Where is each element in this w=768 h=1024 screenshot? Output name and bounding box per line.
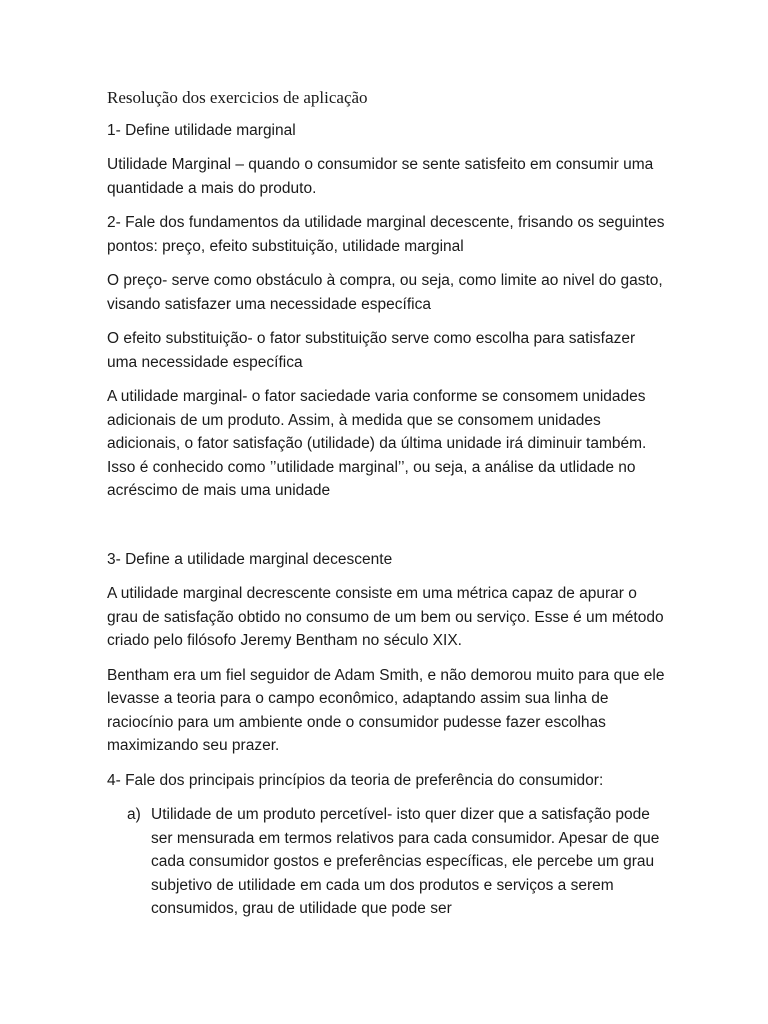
answer-3-paragraph-1: A utilidade marginal decrescente consiste em uma métrica capaz de apurar o grau de satisfação obtido no consumo de um bem ou serviço. Esse é um método criado pelo filósofo Jeremy Bentham no século XIX. [107,585,664,649]
blank-line [107,514,667,548]
answer-3-paragraph-2: Bentham era um fiel seguidor de Adam Smith, e não demorou muito para que ele levasse a teoria para o campo econômico, adaptando assim sua linha de raciocínio para um ambiente onde o consumidor pudesse fazer escolhas maximizando seu prazer. [107,666,665,754]
answer-1: Utilidade Marginal – quando o consumidor se sente satisfeito em consumir uma quantidade a mais do produto. [107,156,654,197]
question-3: 3- Define a utilidade marginal decescente [107,550,393,568]
list-marker-a: a) [127,806,141,823]
question-4: 4- Fale dos principais princípios da teoria de preferência do consumidor: [107,771,604,789]
answer-2-preco: O preço- serve como obstáculo à compra, ou seja, como limite ao nivel do gasto, visando satisfazer uma necessidade específica [107,272,663,313]
answer-2-utilidade-marginal: A utilidade marginal- o fator saciedade varia conforme se consomem unidades adicionais de um produto. Assim, à medida que se consomem unidades adicionais, o fator satisfação (utilidade) da última unidade irá diminuir também. Isso é conhecido como ’’utilidade marginal’’, ou seja, a análise da utlidade no acréscimo de mais uma unidade [107,388,647,499]
question-1: 1- Define utilidade marginal [107,121,296,139]
document-body [107,86,667,921]
answer-2-efeito-substituicao: O efeito substituição- o fator substituição serve como escolha para satisfazer uma necessidade específica [107,330,636,371]
list-item-a-text: Utilidade de um produto percetível- isto quer dizer que a satisfação pode ser mensurada em termos relativos para cada consumidor. Apesar de que cada consumidor gostos e preferências específicas, ele percebe um grau subjetivo de utilidade em cada um dos produtos e serviços a serem consumidos, grau de utilidade que pode ser [151,806,660,917]
document-title: Resolução dos exercicios de aplicação [107,88,368,107]
question-2: 2- Fale dos fundamentos da utilidade marginal decescente, frisando os seguintes pontos: preço, efeito substituição, utilidade marginal [107,214,665,255]
list-item-a [107,803,667,921]
